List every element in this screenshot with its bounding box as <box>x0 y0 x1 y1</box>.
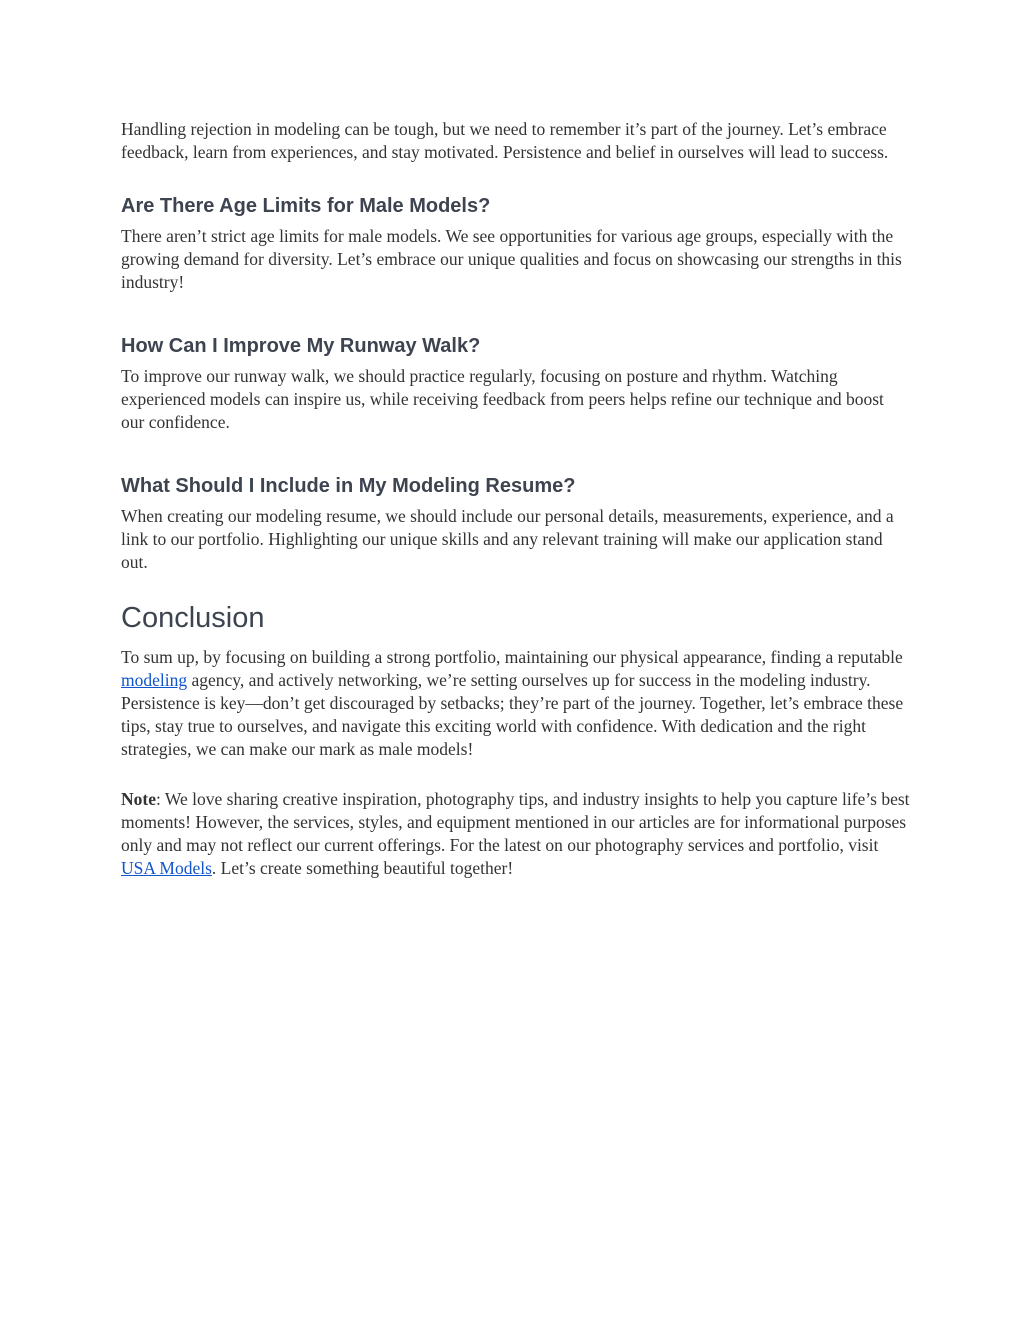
faq-answer-runway-walk: To improve our runway walk, we should practice regularly, focusing on posture and rhythm. Watching experienced models can inspire us, while receiving feedback from peers helps refine our technique and boost our confidence. <box>121 366 884 432</box>
document-page <box>121 118 911 880</box>
note-text-start: : We love sharing creative inspiration, photography tips, and industry insights to help you capture life’s best moments! However, the services, styles, and equipment mentioned in our articles are for informational purposes only and may not reflect our current offerings. For the latest on our photography services and portfolio, visit <box>121 789 910 855</box>
note-label: Note <box>121 789 156 809</box>
faq-heading-modeling-resume: What Should I Include in My Modeling Resume? <box>121 475 576 497</box>
faq-heading-runway-walk: How Can I Improve My Runway Walk? <box>121 335 481 357</box>
conclusion-text-end: agency, and actively networking, we’re setting ourselves up for success in the modeling industry. Persistence is key—don’t get discouraged by setbacks; they’re part of the journey. Together, let’s embrace these tips, stay true to ourselves, and navigate this exciting world with confidence. With dedication and the right strategies, we can make our mark as male models! <box>121 670 904 759</box>
faq-heading-age-limits: Are There Age Limits for Male Models? <box>121 195 491 217</box>
conclusion-paragraph <box>121 646 911 761</box>
note-paragraph <box>121 788 911 880</box>
faq-answer-age-limits: There aren’t strict age limits for male models. We see opportunities for various age groups, especially with the growing demand for diversity. Let’s embrace our unique qualities and focus on showcasing our strengths in this industry! <box>121 226 902 292</box>
note-text-end: . Let’s create something beautiful together! <box>211 858 514 878</box>
faq-answer-modeling-resume: When creating our modeling resume, we should include our personal details, measurements, experience, and a link to our portfolio. Highlighting our unique skills and any relevant training will make our application stand out. <box>121 506 894 572</box>
conclusion-text-start: To sum up, by focusing on building a strong portfolio, maintaining our physical appearance, finding a reputable <box>121 647 903 667</box>
modeling-link[interactable]: modeling <box>121 670 188 690</box>
usa-models-link[interactable]: USA Models <box>121 858 212 878</box>
intro-paragraph: Handling rejection in modeling can be tough, but we need to remember it’s part of the journey. Let’s embrace feedback, learn from experiences, and stay motivated. Persistence and belief in ourselves will lead to success. <box>121 119 889 162</box>
conclusion-heading: Conclusion <box>121 602 265 634</box>
